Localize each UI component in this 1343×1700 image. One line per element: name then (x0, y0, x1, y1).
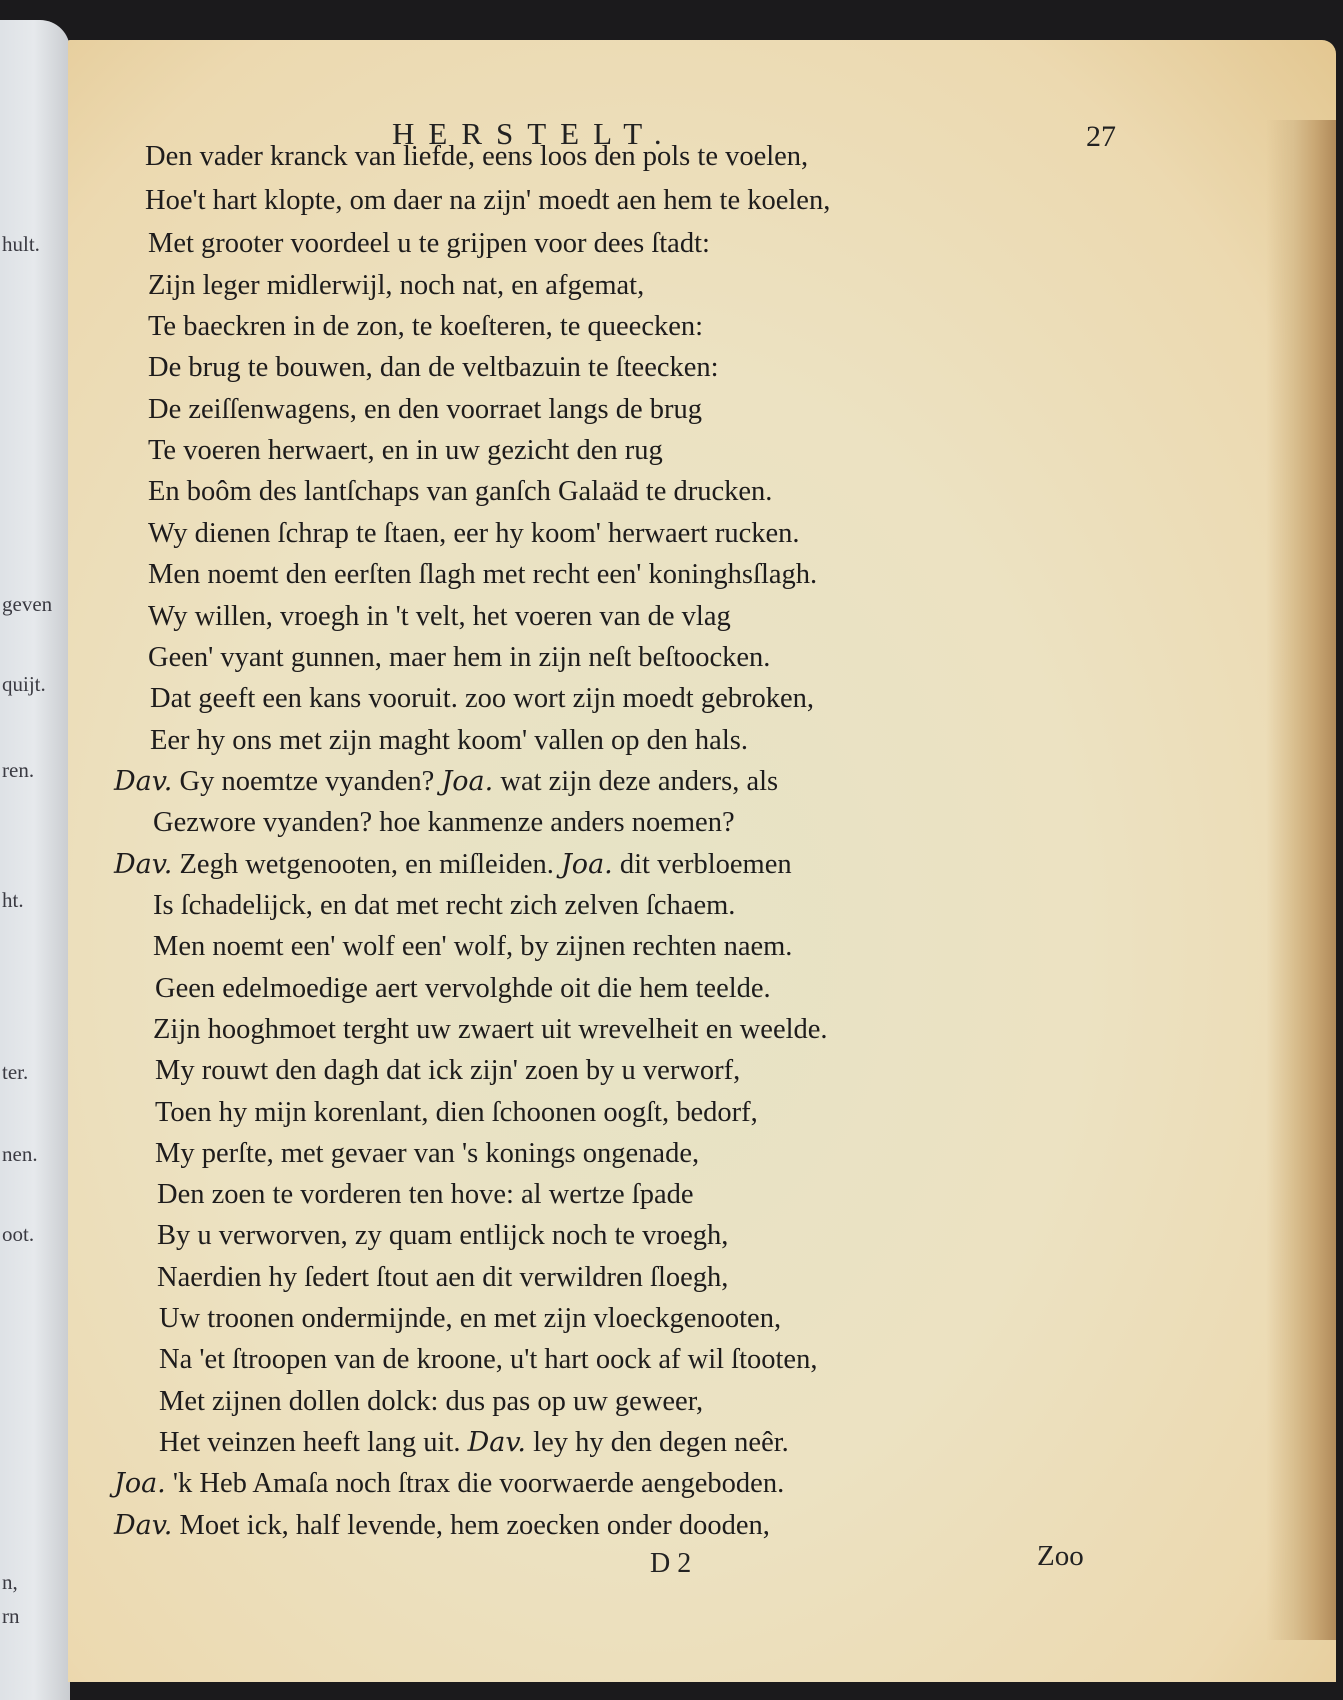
line-text: De brug te bouwen, dan de veltbazuin te ſteecken: (148, 352, 719, 383)
signature-mark: D 2 (650, 1548, 692, 1579)
left-page-fragment: geven (2, 592, 53, 616)
left-page-fragment: n, (2, 1570, 18, 1594)
verse-line (155, 1138, 699, 1170)
left-page-fragment: ren. (2, 758, 35, 782)
line-text: Wy willen, vroegh in 't velt, het voeren van de vlag (148, 601, 731, 632)
line-text: Gy noemtze vyanden? (179, 766, 442, 797)
page-edge-shadow (1266, 120, 1336, 1640)
verse-line (148, 601, 731, 633)
verse-line (148, 352, 719, 384)
verse-line (148, 228, 710, 260)
verse-line (153, 807, 735, 839)
line-text: Geen edelmoedige aert vervolghde oit die hem teelde. (155, 973, 771, 1004)
speaker-label: Dav. (114, 766, 173, 797)
verse-line (148, 435, 663, 467)
line-text: My rouwt den dagh dat ick zijn' zoen by u verworf, (155, 1055, 741, 1086)
speaker-label: Dav. (114, 1510, 173, 1541)
verse-line (114, 1510, 770, 1542)
catchword: Zoo (1037, 1540, 1084, 1572)
verse-line (114, 766, 778, 798)
left-page-fragment: hult. (2, 232, 40, 256)
line-text: 'k Heb Amaſa noch ſtrax die voorwaerde aengeboden. (172, 1468, 785, 1499)
line-text: Het veinzen heeft lang uit. (159, 1427, 468, 1458)
left-page-fragment: quijt. (2, 672, 46, 696)
left-page-fragment: ter. (2, 1060, 29, 1084)
verse-line (159, 1303, 781, 1335)
line-text: Men noemt een' wolf een' wolf, by zijnen rechten naem. (153, 931, 793, 962)
line-text: Wy dienen ſchrap te ſtaen, eer hy koom' herwaert rucken. (148, 518, 800, 549)
speaker-label: Joa. (560, 849, 613, 880)
line-text: ley hy den degen neêr. (533, 1427, 789, 1458)
line-text: Uw troonen ondermijnde, en met zijn vloeckgenooten, (159, 1303, 782, 1334)
line-text: Den vader kranck van liefde, eens loos den pols te voelen, (145, 141, 809, 172)
line-text: Dat geeft een kans vooruit. zoo wort zijn moedt gebroken, (150, 683, 815, 714)
running-head: HERSTELT. (392, 116, 676, 151)
verse-line (114, 1468, 784, 1500)
verse-line (148, 559, 817, 591)
verse-line (157, 1220, 728, 1252)
line-text: Den zoen te vorderen ten hove: al wertze ſpade (157, 1179, 694, 1210)
facing-left-page (0, 20, 70, 1700)
verse-line (148, 270, 644, 302)
left-page-fragment: rn (2, 1604, 20, 1628)
line-text: Naerdien hy ſedert ſtout aen dit verwildren ſloegh, (157, 1262, 729, 1293)
line-text: Zegh wetgenooten, en miſleiden. (179, 849, 561, 880)
left-page-fragment: oot. (2, 1222, 35, 1246)
verse-line (153, 890, 735, 922)
line-text: En boôm des lantſchaps van ganſch Galaäd te drucken. (148, 476, 773, 507)
verse-line (155, 973, 771, 1005)
line-text: Toen hy mijn korenlant, dien ſchoonen oogſt, bedorf, (155, 1097, 758, 1128)
verse-line (148, 311, 703, 343)
line-text: Te baeckren in de zon, te koeſteren, te queecken: (148, 311, 704, 342)
verse-line (150, 683, 814, 715)
speaker-label: Joa. (114, 1468, 166, 1499)
verse-line (148, 394, 702, 426)
verse-line (145, 185, 830, 217)
line-text: By u verworven, zy quam entlijck noch te vroegh, (157, 1220, 729, 1251)
line-text: Zijn hooghmoet terght uw zwaert uit wrevelheit en weelde. (153, 1014, 828, 1045)
line-text: Eer hy ons met zijn maght koom' vallen op den hals. (150, 725, 748, 756)
line-text: Zijn leger midlerwijl, noch nat, en afgemat, (148, 270, 645, 301)
line-text: Te voeren herwaert, en in uw gezicht den rug (148, 435, 663, 466)
line-text: Men noemt den eerſten ſlagh met recht een' koninghsſlagh. (148, 559, 818, 590)
verse-line (153, 1014, 828, 1046)
line-text: Moet ick, half levende, hem zoecken onder dooden, (179, 1510, 770, 1541)
verse-line (155, 1055, 740, 1087)
page-number: 27 (1086, 120, 1116, 153)
verse-line (148, 518, 800, 550)
left-page-fragment: nen. (2, 1142, 38, 1166)
verse-line (159, 1386, 703, 1418)
verse-line (159, 1344, 817, 1376)
line-text: Na 'et ſtroopen van de kroone, u't hart oock af wil ſtooten, (159, 1344, 818, 1375)
verse-line (155, 1097, 758, 1129)
speaker-label: Dav. (467, 1427, 527, 1458)
line-text: dit verbloemen (619, 849, 792, 880)
verse-line (159, 1427, 789, 1459)
verse-line (157, 1179, 694, 1211)
verse-line (157, 1262, 728, 1294)
verse-line (145, 141, 808, 173)
speaker-label: Joa. (441, 766, 494, 797)
line-text: My perſte, met gevaer van 's konings ongenade, (155, 1138, 700, 1169)
line-text: Met zijnen dollen dolck: dus pas op uw geweer, (159, 1386, 704, 1417)
verse-line (114, 849, 792, 881)
verse-line (153, 931, 792, 963)
verse-line (148, 476, 772, 508)
line-text: Hoe't hart klopte, om daer na zijn' moedt aen hem te koelen, (145, 185, 831, 216)
line-text: Is ſchadelijck, en dat met recht zich zelven ſchaem. (153, 890, 736, 921)
line-text: wat zijn deze anders, als (500, 766, 779, 797)
line-text: Gezwore vyanden? hoe kanmenze anders noemen? (153, 807, 735, 838)
line-text: Met grooter voordeel u te grijpen voor dees ſtadt: (148, 228, 710, 259)
verse-line (150, 725, 748, 757)
speaker-label: Dav. (114, 849, 173, 880)
line-text: De zeiſſenwagens, en den voorraet langs de brug (148, 394, 702, 425)
left-page-fragment: ht. (2, 888, 24, 912)
verse-line (148, 642, 770, 674)
line-text: Geen' vyant gunnen, maer hem in zijn neſt beſtoocken. (148, 642, 771, 673)
